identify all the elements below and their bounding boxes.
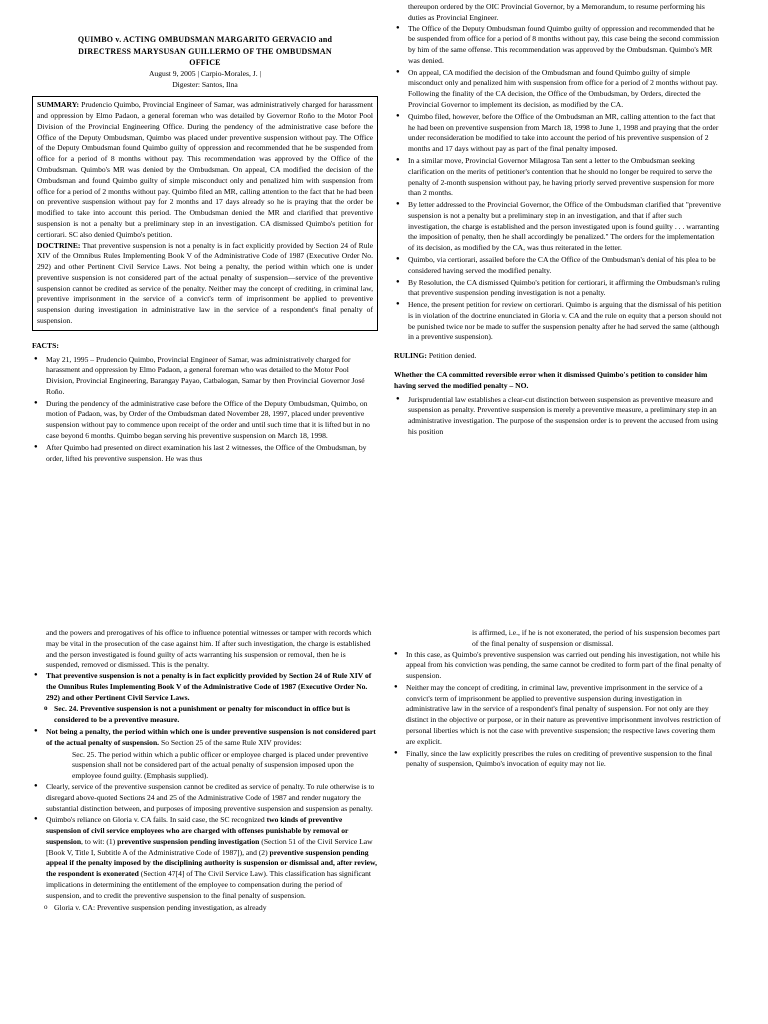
ruling-list-2 — [32, 671, 378, 703]
fact-item: ● Quimbo, via certiorari, assailed before the CA the Office of the Ombudsman's denial of his plea to be considered having served the modified penalty. — [408, 255, 722, 277]
ruling-text: Petition denied. — [426, 351, 477, 361]
ruling-item: ● Clearly, service of the preventive suspension cannot be credited as service of penalty. To rule otherwise is to disregard above-quoted Sections 24 and 25 of the Administrative Code of 1987 and render nugatory the substantial distinction between, and purposes of imposing preventive suspension and suspension as penalty. — [46, 782, 378, 814]
gloria-continuation: is affirmed, i.e., if he is not exonerated, the period of his suspension becomes part of the final penalty of suspension or dismissal. — [472, 628, 721, 648]
case-meta — [32, 69, 378, 91]
facts-list-right — [394, 24, 722, 344]
page-1-right-column — [394, 2, 722, 439]
gloria-text-c: , to wit: (1) — [81, 836, 118, 846]
ruling-item: ● Jurisprudential law establishes a clear-cut distinction between suspension as preventive measure and suspension as penalty. Preventive suspension is merely a preventive measure, a preliminary step in an administrative investigation. The purpose of the suspension order is to prevent the accused from using his position — [408, 395, 722, 438]
gloria-text-e: (Section 51 of the Civil Service Law [Book V, Title I, Subtitle A of the Administrative Code of 1987]), and (2) — [46, 836, 373, 857]
fact-item: ● On appeal, CA modified the decision of the Ombudsman and found Quimbo guilty of simple misconduct only and penalized him with suspension from office for a period of 2 months without pay. Following the finality of the CA decision, the Office of the Ombudsman, by Orders, directed the Provincial Governor to implement its decision, as modified by the CA. — [408, 68, 722, 111]
sub-list — [32, 704, 378, 726]
page-1-left-column — [32, 34, 378, 465]
ruling-item — [46, 727, 378, 749]
fact-item: ● May 21, 1995 – Prudencio Quimbo, Provincial Engineer of Samar, was administratively charged for harassment and oppression by Elmo Padaon, a general foreman who was detailed to the Motor Pool Division, Provincial Engineering, Barangay Payao, Catbalogan, Samar by then Provincial Governor José Roño. — [46, 355, 378, 398]
fact-item: ● Hence, the present petition for review on certiorari. Quimbo is arguing that the dismissal of his petition is in violation of the doctrine enunciated in Gloria v. CA and the rule on equity that a person should not be punished twice nor be made to suffer the suspension penalty after he had served the same (although in a preventive suspension). — [408, 300, 722, 343]
ruling-list-right — [392, 650, 722, 771]
summary-paragraph — [37, 100, 373, 240]
fact-item: ● In a similar move, Provincial Governor Milagrosa Tan sent a letter to the Ombudsman seeking clarification on the merits of petitioner's contention that he should no longer be required to serve the penalty of 2-month suspension without pay, he having priorly served preventive suspension for more than 2 months. — [408, 156, 722, 199]
meta-digester: Digester: Santos, Ilna — [172, 79, 238, 89]
fact-item: ● By letter addressed to the Provincial Governor, the Office of the Ombudsman clarified that "preventive suspension is not a penalty but a preliminary step in an investigation, and that if after such investigation, the charge is established and the person investigated upon is found guilty . . . warranting the imposition of penalty, then he shall accordingly be penalized." The orders for the implementation of its decision, as modified by the CA, was thus reiterated in the letter. — [408, 200, 722, 254]
page-2 — [0, 628, 768, 1024]
ruling-label: RULING: — [394, 351, 427, 361]
ruling-item: ● Neither may the concept of crediting, in criminal law, preventive imprisonment in the service of a convict's term of imprisonment be applied to preventive suspension during investigation in administrative law in the service of a respondent's final penalty of suspension. For not only are they distinct in the objective or purpose, or in their nature as preventive imprisonment involves restriction of personal liberties which is not the case with preventive suspension; the respective laws covering them are explicit. — [406, 683, 722, 748]
page-2-right-column — [392, 628, 722, 771]
ruling-list-4 — [32, 782, 378, 902]
doctrine-paragraph — [37, 241, 373, 327]
ruling-paragraph — [394, 351, 722, 362]
ruling-continuation: and the powers and prerogatives of his office to influence potential witnesses or tamper with records which may be vital in the prosecution of the case against him. If after such investigation, the charge is established and the person investigated is found guilty of acts warranting his suspension or removal, then he is suspended, removed or dismissed. This is the penalty. — [46, 628, 372, 670]
title-line-3: OFFICE — [189, 58, 221, 68]
facts-heading: FACTS: — [32, 340, 59, 350]
summary-text: Prudencio Quimbo, Provincial Engineer of Samar, was administratively charged for harassment and oppression by Elmo Padaon, a general foreman who was detailed by Governor Roño to the Motor Pool Division of the Provincial Engineering Office. During the pendency of the administrative case before the Office of the Deputy Ombudsman, Quimbo was placed under preventive suspension without pay. The Office of the Deputy Ombudsman found Quimbo guilty of oppression and recommended that he be suspended from office for a period of 8 months without pay. This recommendation was approved by the Office of the Ombudsman. Quimbo's MR was denied by the Ombudsman. On appeal, CA modified the decision of the Ombudsman and found Quimbo guilty of simple misconduct only and penalized him with suspension from office for a period of 2 months without pay. Quimbo filed an MR, calling attention to the fact that he had been on preventive suspension without pay for 2 months and 17 days already so he is praying that the order be modified to take into account this period. The Ombudsman denied the MR and clarified that preventive suspension is not a penalty but a preliminary step in an investigation. CA dismissed Quimbo's petition for certiorari. SC also denied Quimbo's petition. — [37, 100, 373, 239]
fact-item: ● The Office of the Deputy Ombudsman found Quimbo guilty of oppression and recommended that he be suspended from office for a period of 8 months without pay, this case being the second commission by him of the same offense. This recommendation was approved by the Ombudsman. Quimbo's MR was denied. — [408, 24, 722, 67]
ruling-list-3 — [32, 727, 378, 749]
sub-item-gloria: o Gloria v. CA: Preventive suspension pending investigation, as already — [54, 903, 378, 914]
gloria-text-a: Quimbo's reliance on Gloria v. CA fails. In said case, the SC recognized — [46, 815, 267, 825]
ruling-item-gloria — [46, 815, 378, 901]
doctrine-text: That preventive suspension is not a penalty is in fact explicitly provided by Section 24 of Rule XIV of the Omnibus Rules Implementing Book V of the Administrative Code of 1987 (Executive Order No. 292) and other Pertinent Civil Service Laws. Not being a penalty, the period within which one is under preventive suspension is not considered part of the actual penalty of suspension—service of the preventive suspension cannot be credited as service of the penalty. Neither may the concept of crediting, in criminal law, preventive imprisonment in the service of a convict's term of imprisonment be applied to preventive suspension during investigation in administrative law in the service of a respondent's final penalty of suspension. — [37, 240, 373, 325]
gloria-text-f: preventive suspension pending appeal if the penalty imposed by the disciplining authority is suspension or dismissal and, after review, the respondent is exonerated — [46, 847, 378, 879]
ruling-item: ● Finally, since the law explicitly prescribes the rules on crediting of preventive suspension to the final penalty of suspension, Quimbo's invocation of equity may not lie. — [406, 749, 722, 771]
gloria-text-b: two kinds of preventive suspension of civil service employees who are charged with offenses punishable by removal or suspension — [46, 815, 349, 846]
fact-item: ● During the pendency of the administrative case before the Office of the Deputy Ombudsman, Quimbo, on motion of Padaon, was, by Order of the Ombudsman dated November 28, 1997, placed under preventive suspension without pay to commence upon receipt of the order and until such time that it is lifted but in no case beyond 6 months. Quimbo began serving his preventive suspension on March 18, 1998. — [46, 399, 378, 442]
fact-item: ● After Quimbo had presented on direct examination his last 2 witnesses, the Office of the Ombudsman, by order, lifted his preventive suspension. He was thus — [46, 443, 378, 465]
summary-label: SUMMARY: — [37, 100, 80, 110]
fact-item: ● Quimbo filed, however, before the Office of the Ombudsman an MR, calling attention to the fact that he had been on preventive suspension from March 18, 1998 to June 1, 1998 and praying that the order under reconsideration be modified to take into account the period of his preventive suspension of 2 months and 17 days without pay as part of the final penalty imposed. — [408, 112, 722, 155]
ruling-item-rest: So Section 25 of the same Rule XIV provides: — [159, 737, 302, 747]
meta-date: August 9, 2005 | Carpio-Morales, J. | — [148, 68, 262, 78]
doctrine-label: DOCTRINE: — [37, 240, 81, 250]
sub-list-2 — [32, 903, 378, 914]
facts-list — [32, 355, 378, 465]
fact-item: ● By Resolution, the CA dismissed Quimbo's petition for certiorari, it affirming the Ombudsman's ruling that preventive suspension pending investigation is not a penalty. — [408, 278, 722, 300]
title-line-1: QUIMBO v. ACTING OMBUDSMAN MARGARITO GERVACIO and — [77, 35, 333, 44]
ruling-item-bold: Not being a penalty, the period within which one is under preventive suspension is not considered part of the actual penalty of suspension. — [46, 727, 376, 747]
page-2-left-column — [32, 628, 378, 914]
sec25-quote: Sec. 25. The period within which a public officer or employee charged is placed under preventive suspension shall not be considered part of the actual penalty of suspension imposed upon the employee found guilty. (Emphasis supplied). — [72, 749, 369, 781]
facts-continuation: thereupon ordered by the OIC Provincial Governor, by a Memorandum, to resume performing his duties as Provincial Engineer. — [408, 2, 705, 22]
sub-item-sec24: o Sec. 24. Preventive suspension is not a punishment or penalty for misconduct in office but is considered to be a preventive measure. — [54, 704, 378, 726]
gloria-text-g: (Section 47[4] of The Civil Service Law). This classification has significant implications in determining the entitlement of the employee to compensation during the period of suspension, and to credit the preventive suspension to the final penalty of suspension. — [46, 869, 372, 900]
ruling-item: ● That preventive suspension is not a penalty is in fact explicitly provided by Section 24 of Rule XIV of the Omnibus Rules Implementing Book V of the Administrative Code of 1987 (Executive Order No. 292) and other Pertinent Civil Service Laws. — [46, 671, 378, 703]
summary-box — [32, 96, 378, 330]
issue-heading: Whether the CA committed reversible error when it dismissed Quimbo's petition to consider him having served the modified penalty – NO. — [394, 370, 708, 390]
ruling-list — [394, 395, 722, 438]
case-title — [32, 34, 378, 69]
ruling-item: ● In this case, as Quimbo's preventive suspension was carried out pending his investigation, not while his appeal from his conviction was pending, the same cannot be credited to form part of the final penalty of suspension. — [406, 650, 722, 682]
title-line-2: DIRECTRESS MARYSUSAN GUILLERMO OF THE OMBUDSMAN — [78, 46, 332, 56]
gloria-text-d: preventive suspension pending investigation — [117, 836, 260, 846]
